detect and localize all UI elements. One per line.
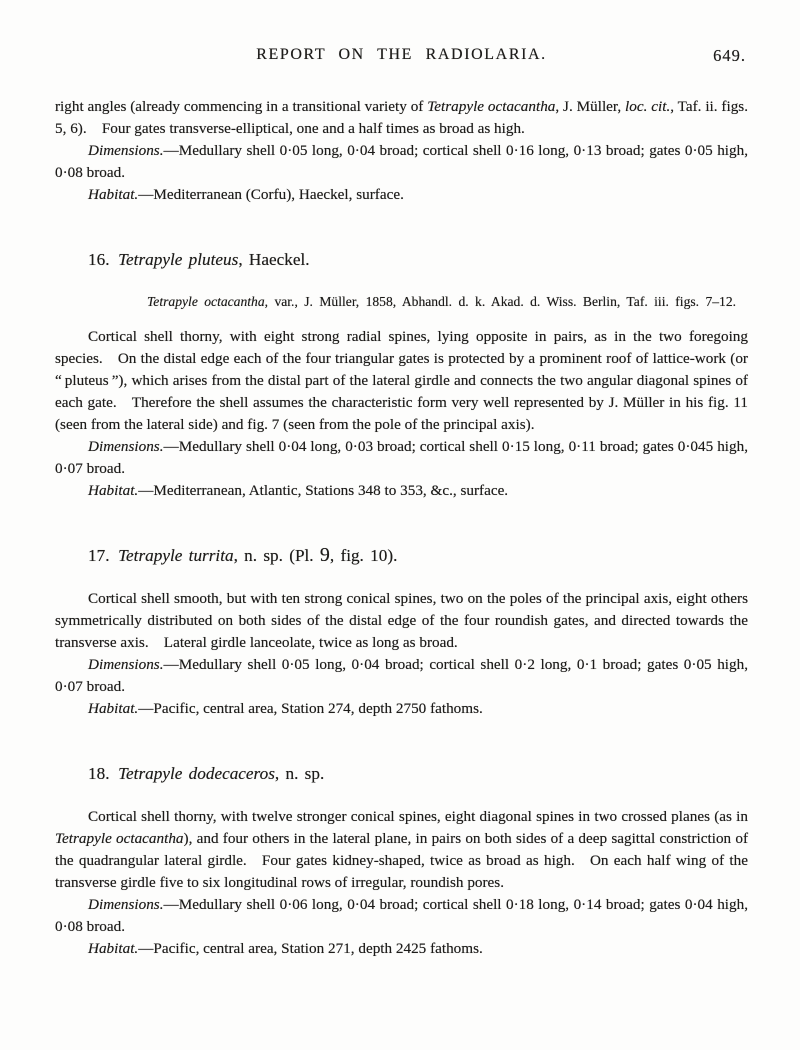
paragraph [55,894,748,938]
text-run: Dimensions. [88,438,164,455]
paragraph [55,698,748,720]
text-run: , J. Müller, [555,98,626,115]
species-heading [88,544,748,568]
text-run: , var., J. Müller, 1858, Abhandl. d. k. Akad. d. Wiss. Berlin, Taf. iii. figs. 7–12. [264,294,737,309]
paragraph [55,96,748,140]
text-run: —Medullary shell 0·04 long, 0·03 broad; cortical shell 0·15 long, 0·11 broad; gates 0·045 high, 0·07 broad. [55,438,748,477]
text-run: , Taf. ii. figs. 5, 6). Four gates transverse-elliptical, one and a half times as broad as high. [55,98,749,137]
text-run: Tetrapyle turrita [118,546,234,565]
text-run: Tetrapyle dodecaceros [118,764,275,783]
text-column [55,96,748,960]
paragraph [55,436,748,480]
text-run: ), and four others in the lateral plane, in pairs on both sides of a deep sagittal constriction of the quadrangular lateral girdle. Four gates kidney-shaped, twice as broad as high. On each half wing of the transverse girdle five to six longitudinal rows of irregular, roundish pores. [55,830,749,891]
text-run: Habitat. [88,482,139,499]
text-run: Habitat. [88,700,139,717]
text-run: —Medullary shell 0·05 long, 0·04 broad; cortical shell 0·2 long, 0·1 broad; gates 0·05 high, 0·07 broad. [55,656,748,695]
text-run: Dimensions. [88,142,164,159]
paragraph [55,588,748,654]
species-heading [88,248,748,272]
text-run: Habitat. [88,186,139,203]
text-run: Cortical shell thorny, with eight strong radial spines, lying opposite in pairs, as in the two foregoing species. On the distal edge each of the four triangular gates is protected by a prominent roof of lattice-work (or “ pluteus ”), which arises from the distal part of the lateral girdle and connects the two angular diagonal spines of each gate. Therefore the shell assumes the characteristic form very well represented by J. Müller in his fig. 11 (seen from the lateral side) and fig. 7 (seen from the pole of the principal axis). [55,328,748,433]
text-run: Tetrapyle octacantha [427,98,556,115]
text-run: Tetrapyle pluteus [118,250,239,269]
text-run: 9 [319,544,330,566]
text-run: Dimensions. [88,896,164,913]
text-run: loc. cit. [625,98,671,115]
page-number: 649. [713,46,746,65]
text-run: 17. [88,546,119,565]
text-run: Tetrapyle octacantha [55,830,184,847]
text-run: —Pacific, central area, Station 274, depth 2750 fathoms. [138,700,483,717]
paragraph [55,184,748,206]
text-run: Tetrapyle octacantha [147,294,265,309]
reference-citation [55,292,748,312]
text-run: Cortical shell smooth, but with ten strong conical spines, two on the poles of the principal axis, eight others symmetrically distributed on both sides of the distal edge of the four roundish gates, and directed towards the transverse axis. Lateral girdle lanceolate, twice as long as broad. [55,590,748,651]
text-run: 18. [88,764,119,783]
text-run: Habitat. [88,940,139,957]
text-run: , Haeckel. [238,250,310,269]
text-run: —Medullary shell 0·05 long, 0·04 broad; cortical shell 0·16 long, 0·13 broad; gates 0·05 high, 0·08 broad. [55,142,748,181]
page-header [55,46,748,70]
text-run: 16. [88,250,119,269]
species-heading [88,762,748,786]
text-run: , n. sp. [274,764,325,783]
text-run: , n. sp. (Pl. [233,546,320,565]
paragraph [55,140,748,184]
running-head: REPORT ON THE RADIOLARIA. [256,46,547,63]
paragraph [55,654,748,698]
text-run: right angles (already commencing in a transitional variety of [55,98,428,115]
paragraph [55,938,748,960]
paragraph [55,326,748,436]
text-run: —Mediterranean (Corfu), Haeckel, surface. [138,186,404,203]
text-run: Dimensions. [88,656,164,673]
text-run: —Pacific, central area, Station 271, depth 2425 fathoms. [138,940,483,957]
text-run: —Mediterranean, Atlantic, Stations 348 to 353, &c., surface. [138,482,509,499]
paragraph [55,480,748,502]
text-run: —Medullary shell 0·06 long, 0·04 broad; cortical shell 0·18 long, 0·14 broad; gates 0·04 high, 0·08 broad. [55,896,748,935]
text-run: Cortical shell thorny, with twelve stronger conical spines, eight diagonal spines in two crossed planes (as in [88,808,748,825]
text-run: , fig. 10). [329,546,398,565]
paragraph [55,806,748,894]
